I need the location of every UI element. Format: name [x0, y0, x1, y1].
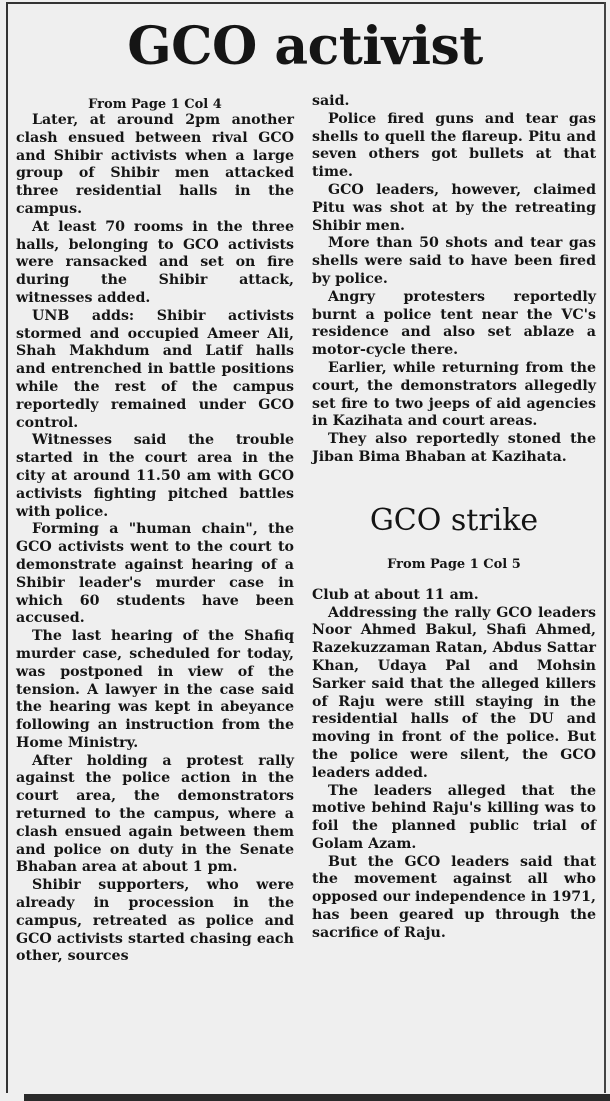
article-paragraph: UNB adds: Shibir activists stormed and occupied Ameer Ali, Shah Makhdum and Latif halls and entrenched in battle positions while the rest of the campus reportedly remained under GCO control.: [16, 307, 294, 431]
article-paragraph: More than 50 shots and tear gas shells were said to have been fired by police.: [312, 235, 596, 287]
left-border-rule: [6, 2, 8, 1093]
article-paragraph: Later, at around 2pm another clash ensued between rival GCO and Shibir activists when a large group of Shibir men attacked three residential halls in the campus.: [16, 112, 294, 217]
jump-line: From Page 1 Col 4: [88, 97, 222, 112]
continued-text: Club at about 11 am.: [312, 586, 479, 603]
article-paragraph: They also reportedly stoned the Jiban Bima Bhaban at Kazihata.: [312, 431, 596, 465]
article-paragraph: Shibir supporters, who were already in procession in the campus, retreated as police and GCO activists started chasing each other, sources: [16, 877, 294, 965]
article-paragraph: After holding a protest rally against the police action in the court area, the demonstrators returned to the campus, where a clash ensued again between them and police on duty in the Senate Bhaban area at about 1 pm.: [16, 752, 294, 876]
article-paragraph: Forming a "human chain", the GCO activists went to the court to demonstrate against hearing of a Shibir leader's murder case in which 60 students have been accused.: [16, 521, 294, 627]
article-paragraph: Angry protesters reportedly burnt a police tent near the VC's residence and also set ablaze a motor-cycle there.: [312, 288, 596, 359]
top-border-rule: [6, 2, 606, 4]
continued-text: said.: [312, 93, 350, 109]
right-border-rule: [604, 2, 606, 1093]
article-paragraph: But the GCO leaders said that the movement against all who opposed our independence in 1971, has been geared up through the sacrifice of Raju.: [312, 853, 596, 941]
second-story-jump-line: From Page 1 Col 5: [387, 556, 521, 572]
article-paragraph: Witnesses said the trouble started in the court area in the city at around 11.50 am with GCO activists fighting pitched battles with police.: [16, 432, 294, 520]
bottom-rule: [24, 1094, 610, 1101]
article-paragraph: At least 70 rooms in the three halls, belonging to GCO activists were ransacked and set on fire during the Shibir attack, witnesses added.: [16, 218, 294, 306]
article-paragraph: Earlier, while returning from the court, the demonstrators allegedly set fire to two jeeps of aid agencies in Kazihata and court areas.: [312, 359, 596, 430]
second-story-headline: GCO strike: [369, 502, 539, 538]
article-paragraph: The last hearing of the Shafiq murder case, scheduled for today, was postponed in view of the tension. A lawyer in the case said the hearing was kept in abeyance following an instruction from the Home Ministry.: [16, 628, 294, 751]
article-paragraph: GCO leaders, however, claimed Pitu was shot at by the retreating Shibir men.: [312, 181, 596, 234]
article-paragraph: Addressing the rally GCO leaders Noor Ahmed Bakul, Shafi Ahmed, Razekuzzaman Ratan, Abdus Sattar Khan, Udaya Pal and Mohsin Sarker said that the alleged killers of Raju were still staying in the residential halls of the DU and moving in front of the police. But the police were silent, the GCO leaders added.: [312, 604, 596, 781]
headline: GCO activist: [127, 16, 483, 77]
right-column: [312, 93, 596, 943]
left-column: [16, 98, 294, 966]
article-paragraph: The leaders alleged that the motive behind Raju's killing was to foil the planned public trial of Golam Azam.: [312, 782, 596, 852]
article-paragraph: Police fired guns and tear gas shells to quell the flareup. Pitu and seven others got bullets at that time.: [312, 110, 596, 181]
